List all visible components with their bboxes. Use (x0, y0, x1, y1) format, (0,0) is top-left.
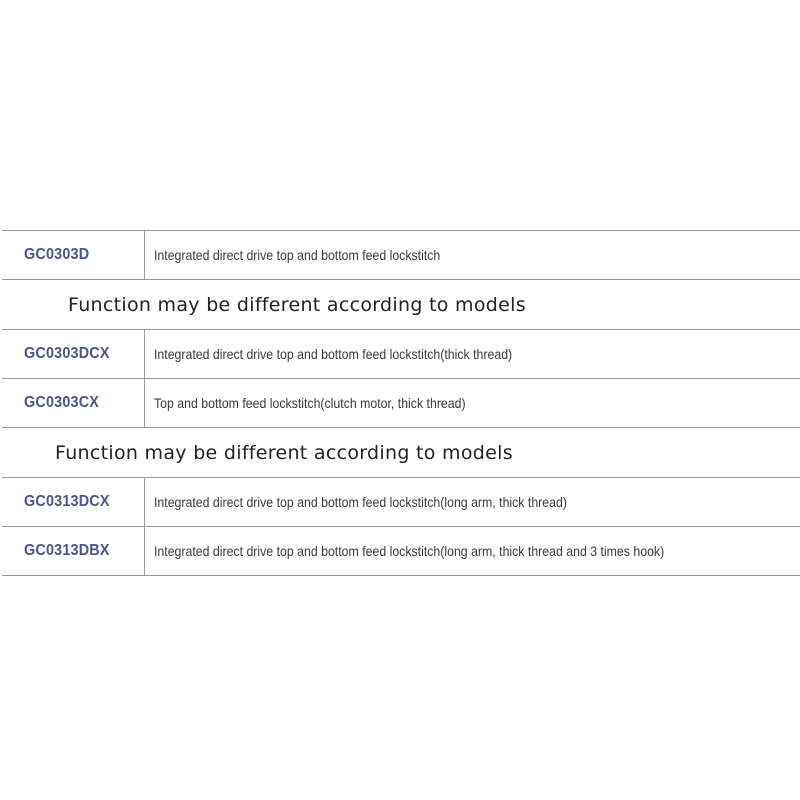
table-row (2, 478, 800, 527)
note-row (2, 280, 800, 330)
model-code-text: GC0313DBX (24, 542, 110, 559)
table-row (2, 527, 800, 576)
model-code-text: GC0303D (24, 246, 90, 263)
model-description (145, 330, 800, 378)
model-code-text: GC0313DCX (24, 493, 110, 510)
model-description-text: Integrated direct drive top and bottom feed lockstitch(long arm, thick thread) (154, 494, 567, 510)
spec-table (2, 230, 800, 576)
function-note: Function may be different according to models (55, 441, 513, 464)
model-code-text: GC0303CX (24, 394, 100, 411)
table-row (2, 379, 800, 428)
model-description (145, 231, 800, 279)
table-row (2, 330, 800, 379)
model-description-text: Integrated direct drive top and bottom feed lockstitch(thick thread) (154, 346, 513, 362)
model-description-text: Integrated direct drive top and bottom feed lockstitch (154, 247, 441, 263)
function-note: Function may be different according to models (68, 293, 526, 316)
model-code (2, 478, 145, 526)
note-row (2, 428, 800, 478)
model-description (145, 527, 800, 575)
table-row (2, 231, 800, 280)
model-code (2, 527, 145, 575)
model-code (2, 379, 145, 427)
model-code (2, 330, 145, 378)
model-code (2, 231, 145, 279)
model-description (145, 379, 800, 427)
model-description (145, 478, 800, 526)
model-description-text: Top and bottom feed lockstitch(clutch motor, thick thread) (154, 395, 466, 411)
model-code-text: GC0303DCX (24, 345, 110, 362)
model-description-text: Integrated direct drive top and bottom feed lockstitch(long arm, thick thread and 3 times hook) (154, 543, 665, 559)
